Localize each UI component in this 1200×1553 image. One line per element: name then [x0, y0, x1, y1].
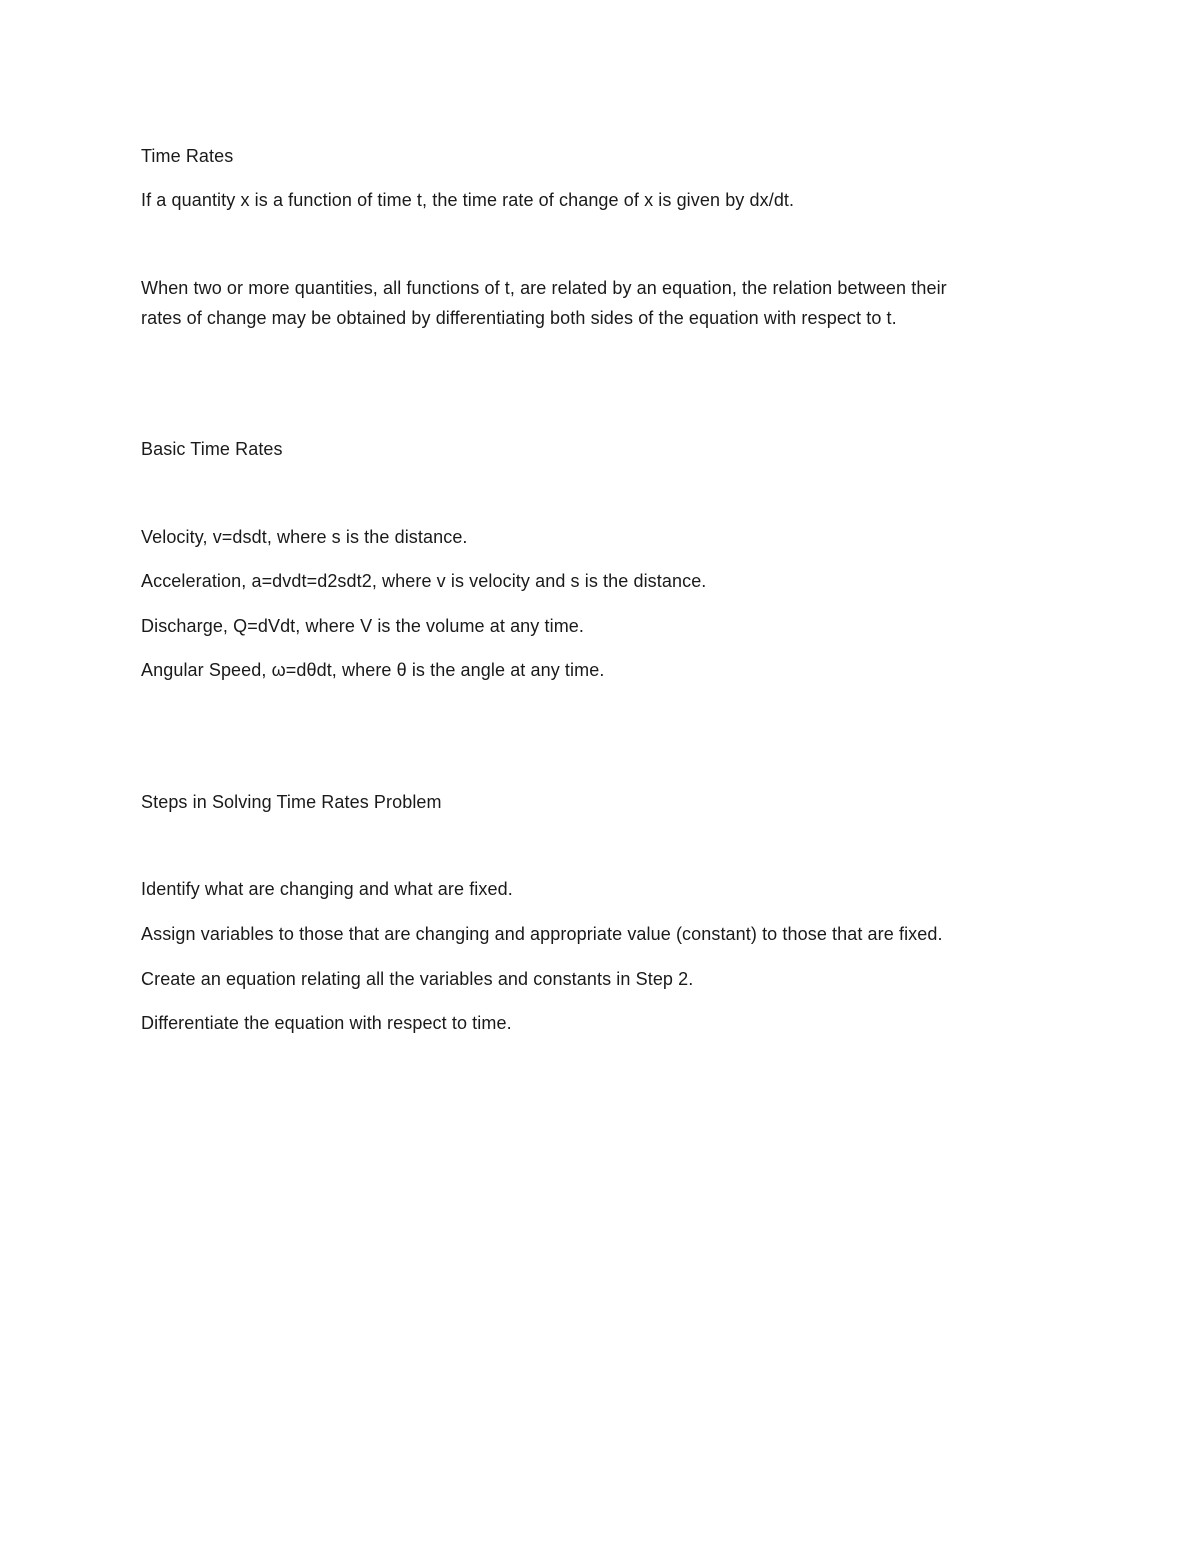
step-3: Create an equation relating all the variables and constants in Step 2. [141, 969, 694, 989]
heading-basic-time-rates: Basic Time Rates [141, 439, 283, 459]
basic-rate-acceleration: Acceleration, a=dvdt=d2sdt2, where v is velocity and s is the distance. [141, 571, 707, 591]
heading-time-rates: Time Rates [141, 146, 234, 166]
intro-relation-line2: rates of change may be obtained by differentiating both sides of the equation with respect to t. [141, 308, 897, 328]
basic-rate-discharge: Discharge, Q=dVdt, where V is the volume at any time. [141, 616, 585, 636]
heading-steps: Steps in Solving Time Rates Problem [141, 792, 442, 812]
basic-rate-angular-speed: Angular Speed, ω=dθdt, where θ is the angle at any time. [141, 660, 605, 680]
intro-definition: If a quantity x is a function of time t, the time rate of change of x is given by dx/dt. [141, 190, 795, 210]
basic-rate-velocity: Velocity, v=dsdt, where s is the distance. [141, 527, 468, 547]
step-4: Differentiate the equation with respect to time. [141, 1013, 512, 1033]
intro-relation-line1: When two or more quantities, all functions of t, are related by an equation, the relation between their [141, 278, 947, 298]
step-2: Assign variables to those that are changing and appropriate value (constant) to those that are fixed. [141, 924, 943, 944]
step-1: Identify what are changing and what are fixed. [141, 879, 513, 899]
